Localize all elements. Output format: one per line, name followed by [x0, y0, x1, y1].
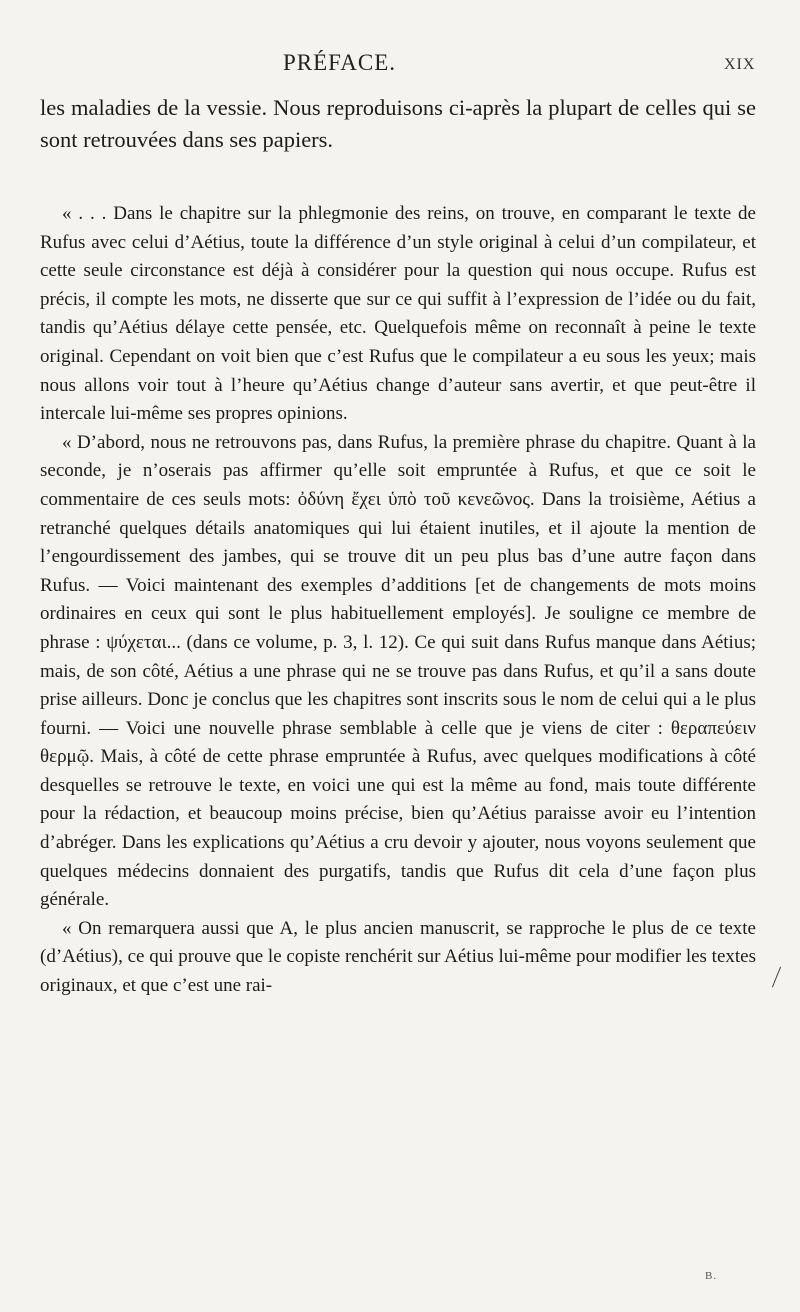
margin-pencil-mark: [772, 967, 781, 988]
quote-paragraph-1: « . . . Dans le chapitre sur la phlegmonie des reins, on trouve, en comparant le texte de Rufus avec celui d’Aétius, toute la différence d’un style original à celui d’un compilateur, et cette seule circonstance est déjà à considérer pour la question qui nous occupe. Rufus est précis, il compte les mots, ne disserte que sur ce qui suffit à l’expression de l’idée ou du fait, tandis qu’Aétius délaye cette pensée, etc. Quelquefois même on reconnaît à peine le texte original. Cependant on voit bien que c’est Rufus que le compilateur a eu sous les yeux; mais nous allons voir tout à l’heure qu’Aétius change d’auteur sans avertir, et que peut-être il intercale lui-même ses propres opinions.: [40, 203, 756, 425]
quote-paragraph-3: « On remarquera aussi que A, le plus ancien manuscrit, se rapproche le plus de ce texte (d’Aétius), ce qui prouve que le copiste renchérit sur Aétius lui-même pour modifier les textes originaux, et que c’est une rai-: [40, 917, 756, 997]
quote-paragraph-2: « D’abord, nous ne retrouvons pas, dans Rufus, la première phrase du chapitre. Quant à la seconde, je n’oserais pas affirmer qu’elle soit empruntée à Rufus, et que ce soit le commentaire de ces seuls mots: ὀδύνη ἔχει ὑπὸ τοῦ κενεῶνος. Dans la troisième, Aétius a retranché quelques détails anatomiques qui lui étaient inutiles, et il ajoute la mention de l’engourdissement des jambes, qui se trouve dit un peu plus bas d’une autre façon dans Rufus. — Voici maintenant des exemples d’additions [et de changements de mots moins ordinaires en ceux qui sont le plus habituellement employés]. Je souligne ce membre de phrase : ψύχεται... (dans ce volume, p. 3, l. 12). Ce qui suit dans Rufus manque dans Aétius; mais, de son côté, Aétius a une phrase qui ne se trouve pas dans Rufus, et qu’il a sans doute prise ailleurs. Donc je conclus que les chapitres sont inscrits sous le nom de celui qui a le plus fourni. — Voici une nouvelle phrase semblable à celle que je viens de citer : θεραπεύειν θερμῷ. Mais, à côté de cette phrase empruntée à Rufus, avec quelques modifications à côté desquelles se retrouve le texte, en voici une qui est la même au fond, mais toute différente pour la rédaction, et beaucoup moins précise, bien qu’Aétius paraisse avoir eu l’intention d’abréger. Dans les explications qu’Aétius a cru devoir y ajouter, nous voyons seulement que quelques médecins donnaient des purgatifs, tandis que Rufus dit cela d’une façon plus générale.: [40, 431, 756, 911]
running-title: PRÉFACE.: [283, 50, 397, 75]
page-header: [0, 50, 800, 80]
intro-text: [40, 92, 756, 156]
intro-paragraph: les maladies de la vessie. Nous reproduisons ci-après la plupart de celles qui se sont retrouvées dans ses papiers.: [40, 95, 756, 152]
signature-mark: B.: [705, 1270, 718, 1282]
quoted-passage: [40, 200, 756, 1001]
page-number: XIX: [724, 56, 756, 73]
